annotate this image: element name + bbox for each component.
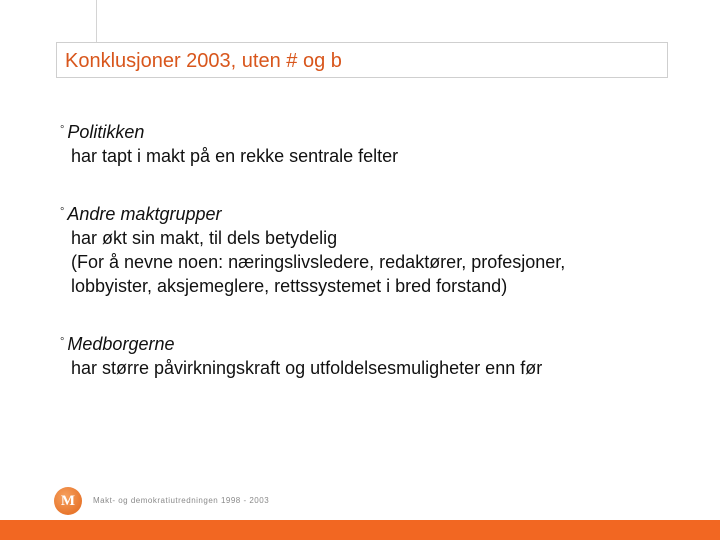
bullet-marker: ° xyxy=(60,124,65,136)
footer-bar xyxy=(0,520,720,540)
bullet-line: har tapt i makt på en rekke sentrale felter xyxy=(71,146,399,166)
bullet-heading: Andre maktgrupper xyxy=(67,204,222,224)
bullet-line: lobbyister, aksjemeglere, rettssystemet i bred forstand) xyxy=(71,276,508,296)
bullet-line: (For å nevne noen: næringslivsledere, redaktører, profesjoner, xyxy=(71,252,566,272)
footer-text: Makt- og demokratiutredningen 1998 - 2003 xyxy=(93,496,270,505)
bullet-marker: ° xyxy=(60,206,65,218)
bullet-line: har økt sin makt, til dels betydelig xyxy=(71,228,338,248)
title-box xyxy=(56,42,668,78)
bullet-medborgerne xyxy=(60,330,542,380)
slide-title: Konklusjoner 2003, uten # og b xyxy=(65,50,342,72)
bullet-heading: Politikken xyxy=(67,122,145,142)
organization-logo-icon: M xyxy=(54,487,82,515)
bullet-line: har større påvirkningskraft og utfoldelsesmuligheter enn før xyxy=(71,358,543,378)
bullet-andre-maktgrupper xyxy=(60,200,565,298)
top-divider-line xyxy=(96,0,97,42)
bullet-marker: ° xyxy=(60,336,65,348)
bullet-politikken xyxy=(60,118,398,168)
bullet-heading: Medborgerne xyxy=(67,334,175,354)
